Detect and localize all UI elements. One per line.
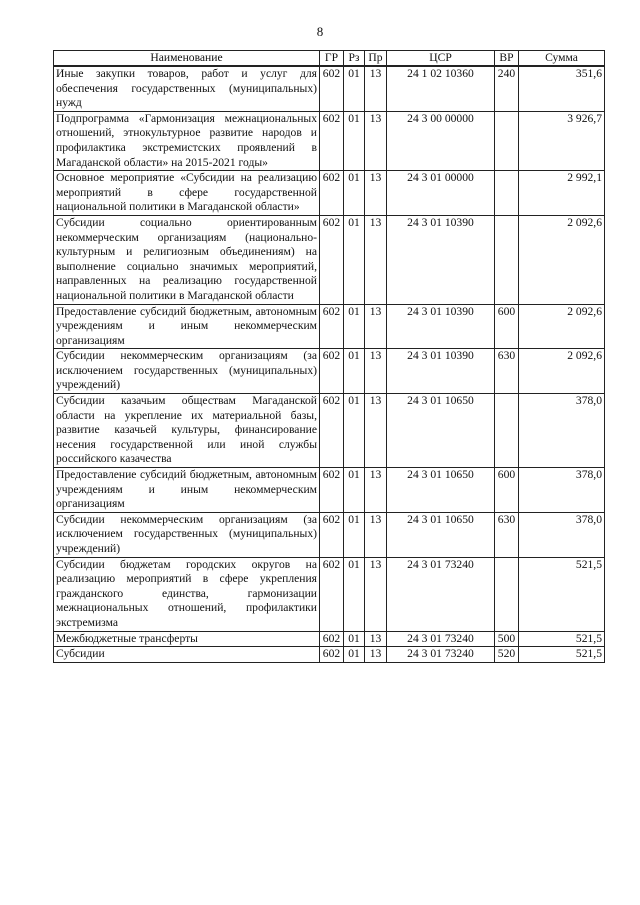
cell-pr: 13	[365, 66, 387, 111]
cell-name: Основное мероприятие «Субсидии на реализацию мероприятий в сфере государственной национальной политики в Магаданской области»	[54, 171, 320, 216]
table-row	[54, 647, 605, 663]
cell-name: Субсидии некоммерческим организациям (за исключением государственных (муниципальных) учреждений)	[54, 512, 320, 557]
table-row	[54, 171, 605, 216]
cell-rz: 01	[344, 468, 365, 513]
cell-rz: 01	[344, 557, 365, 631]
cell-pr: 13	[365, 349, 387, 394]
cell-pr: 13	[365, 468, 387, 513]
cell-sum: 521,5	[519, 631, 605, 647]
cell-csr: 24 3 01 10390	[387, 215, 495, 304]
cell-name: Подпрограмма «Гармонизация межнациональных отношений, этнокультурное развитие народов и профилактика экстремистских проявлений в Магаданской области» на 2015-2021 годы»	[54, 111, 320, 170]
cell-sum: 378,0	[519, 394, 605, 468]
cell-pr: 13	[365, 557, 387, 631]
cell-vr	[495, 215, 519, 304]
cell-vr	[495, 171, 519, 216]
cell-sum: 2 092,6	[519, 215, 605, 304]
cell-csr: 24 3 01 00000	[387, 171, 495, 216]
cell-rz: 01	[344, 111, 365, 170]
cell-rz: 01	[344, 394, 365, 468]
table-row	[54, 349, 605, 394]
cell-sum: 378,0	[519, 512, 605, 557]
cell-rz: 01	[344, 512, 365, 557]
cell-csr: 24 1 02 10360	[387, 66, 495, 111]
cell-sum: 521,5	[519, 647, 605, 663]
cell-name: Субсидии казачьим обществам Магаданской области на укрепление их материальной базы, развитие казачьей культуры, финансирование несения государственной или иной службы российского казачества	[54, 394, 320, 468]
cell-name: Иные закупки товаров, работ и услуг для обеспечения государственных (муниципальных) нужд	[54, 66, 320, 111]
cell-sum: 2 092,6	[519, 304, 605, 349]
cell-csr: 24 3 01 73240	[387, 557, 495, 631]
cell-csr: 24 3 00 00000	[387, 111, 495, 170]
cell-pr: 13	[365, 215, 387, 304]
page-number: 8	[316, 24, 324, 39]
cell-gr: 602	[320, 468, 344, 513]
cell-sum: 2 092,6	[519, 349, 605, 394]
cell-vr	[495, 557, 519, 631]
table-row	[54, 557, 605, 631]
cell-vr	[495, 111, 519, 170]
header-csr: ЦСР	[387, 51, 495, 67]
header-name: Наименование	[54, 51, 320, 67]
header-vr: ВР	[495, 51, 519, 67]
cell-gr: 602	[320, 171, 344, 216]
table-row	[54, 215, 605, 304]
cell-gr: 602	[320, 557, 344, 631]
cell-pr: 13	[365, 631, 387, 647]
table-row	[54, 304, 605, 349]
cell-pr: 13	[365, 512, 387, 557]
table-row	[54, 111, 605, 170]
table-row	[54, 66, 605, 111]
cell-rz: 01	[344, 304, 365, 349]
cell-csr: 24 3 01 10390	[387, 349, 495, 394]
cell-vr: 600	[495, 304, 519, 349]
cell-csr: 24 3 01 73240	[387, 647, 495, 663]
cell-sum: 378,0	[519, 468, 605, 513]
cell-name: Субсидии бюджетам городских округов на реализацию мероприятий в сфере укрепления гражданского единства, гармонизации межнациональных отношений, профилактики экстремизма	[54, 557, 320, 631]
cell-rz: 01	[344, 647, 365, 663]
cell-name: Субсидии социально ориентированным некоммерческим организациям (национально-культурным и религиозным объединениям) на выполнение социально значимых мероприятий, направленных на реализацию государственной национальной политики в Магаданской области	[54, 215, 320, 304]
cell-rz: 01	[344, 349, 365, 394]
cell-name: Межбюджетные трансферты	[54, 631, 320, 647]
budget-table	[53, 50, 605, 663]
cell-sum: 521,5	[519, 557, 605, 631]
cell-name: Предоставление субсидий бюджетным, автономным учреждениям и иным некоммерческим организациям	[54, 468, 320, 513]
cell-name: Предоставление субсидий бюджетным, автономным учреждениям и иным некоммерческим организациям	[54, 304, 320, 349]
table-row	[54, 468, 605, 513]
cell-vr: 500	[495, 631, 519, 647]
header-gr: ГР	[320, 51, 344, 67]
cell-gr: 602	[320, 215, 344, 304]
cell-vr: 630	[495, 512, 519, 557]
cell-gr: 602	[320, 111, 344, 170]
cell-csr: 24 3 01 73240	[387, 631, 495, 647]
cell-rz: 01	[344, 171, 365, 216]
cell-gr: 602	[320, 394, 344, 468]
cell-csr: 24 3 01 10390	[387, 304, 495, 349]
cell-pr: 13	[365, 394, 387, 468]
table-row	[54, 394, 605, 468]
cell-csr: 24 3 01 10650	[387, 394, 495, 468]
cell-vr	[495, 394, 519, 468]
cell-gr: 602	[320, 66, 344, 111]
header-pr: Пр	[365, 51, 387, 67]
cell-gr: 602	[320, 304, 344, 349]
cell-vr: 630	[495, 349, 519, 394]
cell-gr: 602	[320, 647, 344, 663]
cell-pr: 13	[365, 111, 387, 170]
cell-sum: 3 926,7	[519, 111, 605, 170]
cell-rz: 01	[344, 66, 365, 111]
cell-gr: 602	[320, 631, 344, 647]
cell-rz: 01	[344, 631, 365, 647]
cell-sum: 2 992,1	[519, 171, 605, 216]
cell-vr: 520	[495, 647, 519, 663]
cell-pr: 13	[365, 647, 387, 663]
cell-csr: 24 3 01 10650	[387, 468, 495, 513]
cell-csr: 24 3 01 10650	[387, 512, 495, 557]
table-header-row	[54, 51, 605, 67]
cell-vr: 600	[495, 468, 519, 513]
cell-name: Субсидии	[54, 647, 320, 663]
cell-pr: 13	[365, 171, 387, 216]
cell-name: Субсидии некоммерческим организациям (за исключением государственных (муниципальных) учреждений)	[54, 349, 320, 394]
cell-gr: 602	[320, 512, 344, 557]
table-row	[54, 512, 605, 557]
table-row	[54, 631, 605, 647]
cell-vr: 240	[495, 66, 519, 111]
cell-gr: 602	[320, 349, 344, 394]
cell-pr: 13	[365, 304, 387, 349]
cell-rz: 01	[344, 215, 365, 304]
header-sum: Сумма	[519, 51, 605, 67]
header-rz: Рз	[344, 51, 365, 67]
cell-sum: 351,6	[519, 66, 605, 111]
